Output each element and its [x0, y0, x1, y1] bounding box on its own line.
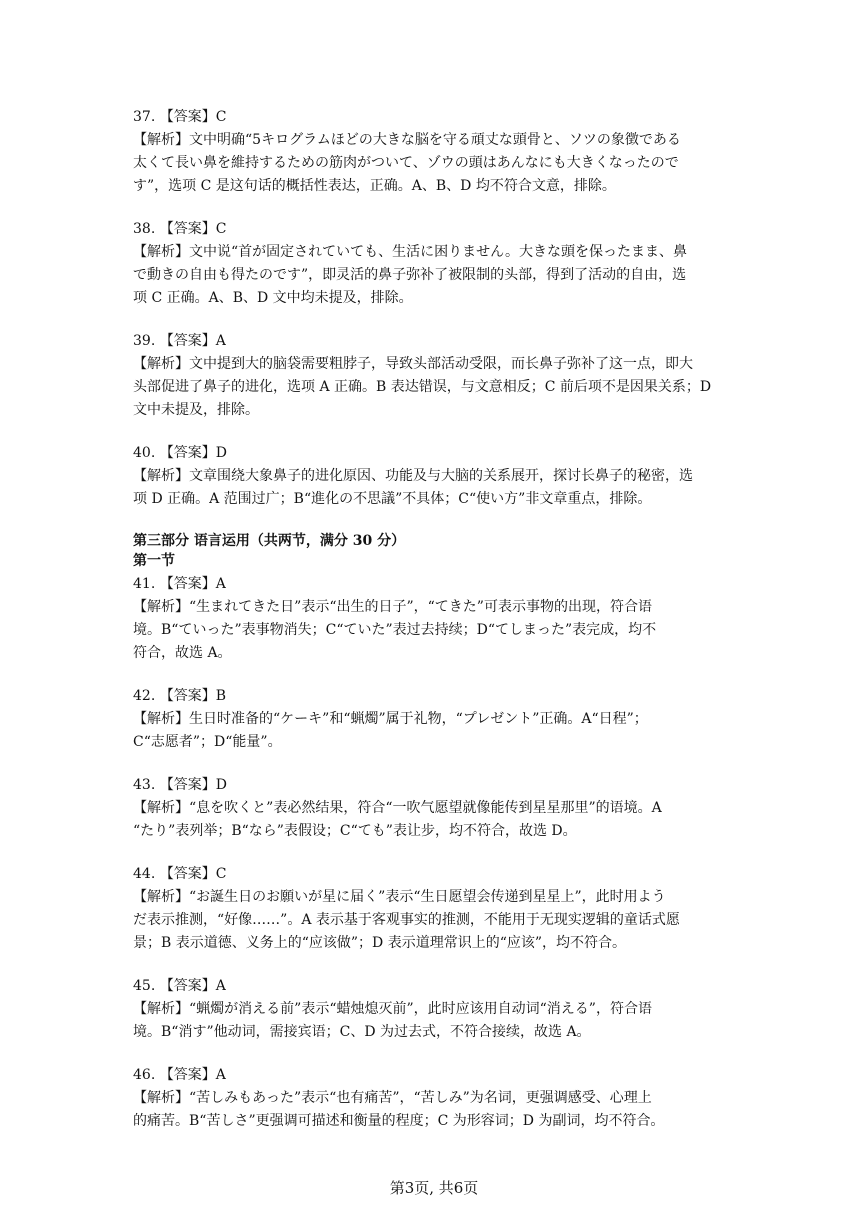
explanation [133, 797, 735, 843]
explanation-line: 符合，故选 A。 [133, 645, 232, 661]
explanation-line: 【解析】“息を吹くと”表必然结果，符合“一吹气愿望就像能传到星星那里”的语境。A [133, 800, 662, 816]
explanation [133, 708, 735, 754]
question-41 [133, 573, 735, 665]
answer-line: 41. 【答案】A [133, 576, 226, 592]
explanation [133, 129, 735, 198]
explanation-line: 【解析】文中明确“5キログラムほどの大きな脳を守る頑丈な頭骨と、ソツの象徴である [133, 132, 681, 148]
explanation [133, 998, 735, 1044]
explanation-line: 项 D 正确。A 范围过广；B“進化の不思議”不具体；C“使い方”非文章重点，排除。 [133, 491, 652, 507]
explanation-line: 【解析】文中说“首が固定されていても、生活に困りません。大きな頭を保ったまま、鼻 [133, 244, 687, 260]
subsection-title: 第一节 [133, 553, 175, 569]
question-42 [133, 685, 735, 754]
explanation [133, 1087, 735, 1133]
explanation-line: “たり”表列举；B“なら”表假设；C“ても”表让步，均不符合，故选 D。 [133, 823, 577, 839]
question-43 [133, 774, 735, 843]
page-number-footer: 第3页, 共6页 [389, 1179, 479, 1197]
explanation [133, 465, 735, 511]
answer-line: 37. 【答案】C [133, 109, 227, 125]
question-45 [133, 975, 735, 1044]
explanation-line: 【解析】文章围绕大象鼻子的进化原因、功能及与大脑的关系展开，探讨长鼻子的秘密，选 [133, 468, 693, 484]
answer-line: 38. 【答案】C [133, 221, 227, 237]
answer-line: 39. 【答案】A [133, 333, 226, 349]
answer-line: 45. 【答案】A [133, 978, 226, 994]
section-title: 第三部分 语言运用（共两节，满分 30 分） [133, 533, 406, 549]
explanation-line: 【解析】“蝋燭が消える前”表示“蜡烛熄灭前”，此时应该用自动词“消える”，符合语 [133, 1001, 652, 1017]
explanation-line: 头部促进了鼻子的进化，选项 A 正确。B 表达错误，与文意相反；C 前后项不是因果关系；D [133, 379, 712, 395]
question-40 [133, 442, 735, 511]
explanation-line: 境。B“ていった”表事物消失；C“ていた”表过去持续；D“てしまった”表完成，均不 [133, 622, 657, 638]
document-content [133, 106, 735, 1153]
explanation-line: 【解析】“生まれてきた日”表示“出生的日子”，“てきた”可表示事物的出现，符合语 [133, 599, 652, 615]
explanation-line: 【解析】“苦しみもあった”表示“也有痛苦”，“苦しみ”为名词，更强调感受、心理上 [133, 1090, 652, 1106]
explanation [133, 353, 735, 422]
answer-line: 46. 【答案】A [133, 1067, 226, 1083]
explanation-line: 的痛苦。B“苦しさ”更强调可描述和衡量的程度；C 为形容词；D 为副词，均不符合。 [133, 1113, 665, 1129]
question-44 [133, 863, 735, 955]
explanation-line: 【解析】生日时准备的“ケーキ”和“蝋燭”属于礼物，“プレゼント”正确。A“日程”； [133, 711, 648, 727]
question-38 [133, 218, 735, 310]
explanation-line: す”，选项 C 是这句话的概括性表达，正确。A、B、D 均不符合文意，排除。 [133, 178, 616, 194]
answer-line: 43. 【答案】D [133, 777, 227, 793]
answer-line: 40. 【答案】D [133, 445, 227, 461]
explanation-line: 境。B“消す”他动词，需接宾语；C、D 为过去式，不符合接续，故选 A。 [133, 1024, 591, 1040]
explanation-line: 【解析】文中提到大的脑袋需要粗脖子，导致头部活动受限，而长鼻子弥补了这一点，即大 [133, 356, 693, 372]
answer-line: 44. 【答案】C [133, 866, 227, 882]
answer-line: 42. 【答案】B [133, 688, 227, 704]
explanation-line: 文中未提及，排除。 [133, 402, 259, 418]
explanation [133, 241, 735, 310]
question-37 [133, 106, 735, 198]
explanation-line: C“志愿者”；D“能量”。 [133, 734, 282, 750]
question-46 [133, 1064, 735, 1133]
explanation [133, 886, 735, 955]
explanation-line: 项 C 正确。A、B、D 文中均未提及，排除。 [133, 290, 413, 306]
explanation-line: で動きの自由も得たのです”，即灵活的鼻子弥补了被限制的头部，得到了活动的自由，选 [133, 267, 687, 283]
explanation-line: だ表示推测，“好像……”。A 表示基于客观事实的推测，不能用于无现实逻辑的童话式愿 [133, 912, 680, 928]
explanation-line: 太くて長い鼻を維持するための筋肉がついて、ゾウの頭はあんなにも大きくなったので [133, 155, 679, 171]
explanation [133, 596, 735, 665]
explanation-line: 景；B 表示道德、义务上的“应该做”；D 表示道理常识上的“应该”，均不符合。 [133, 935, 627, 951]
question-39 [133, 330, 735, 422]
explanation-line: 【解析】“お誕生日のお願いが星に届く”表示“生日愿望会传递到星星上”，此时用よう [133, 889, 666, 905]
